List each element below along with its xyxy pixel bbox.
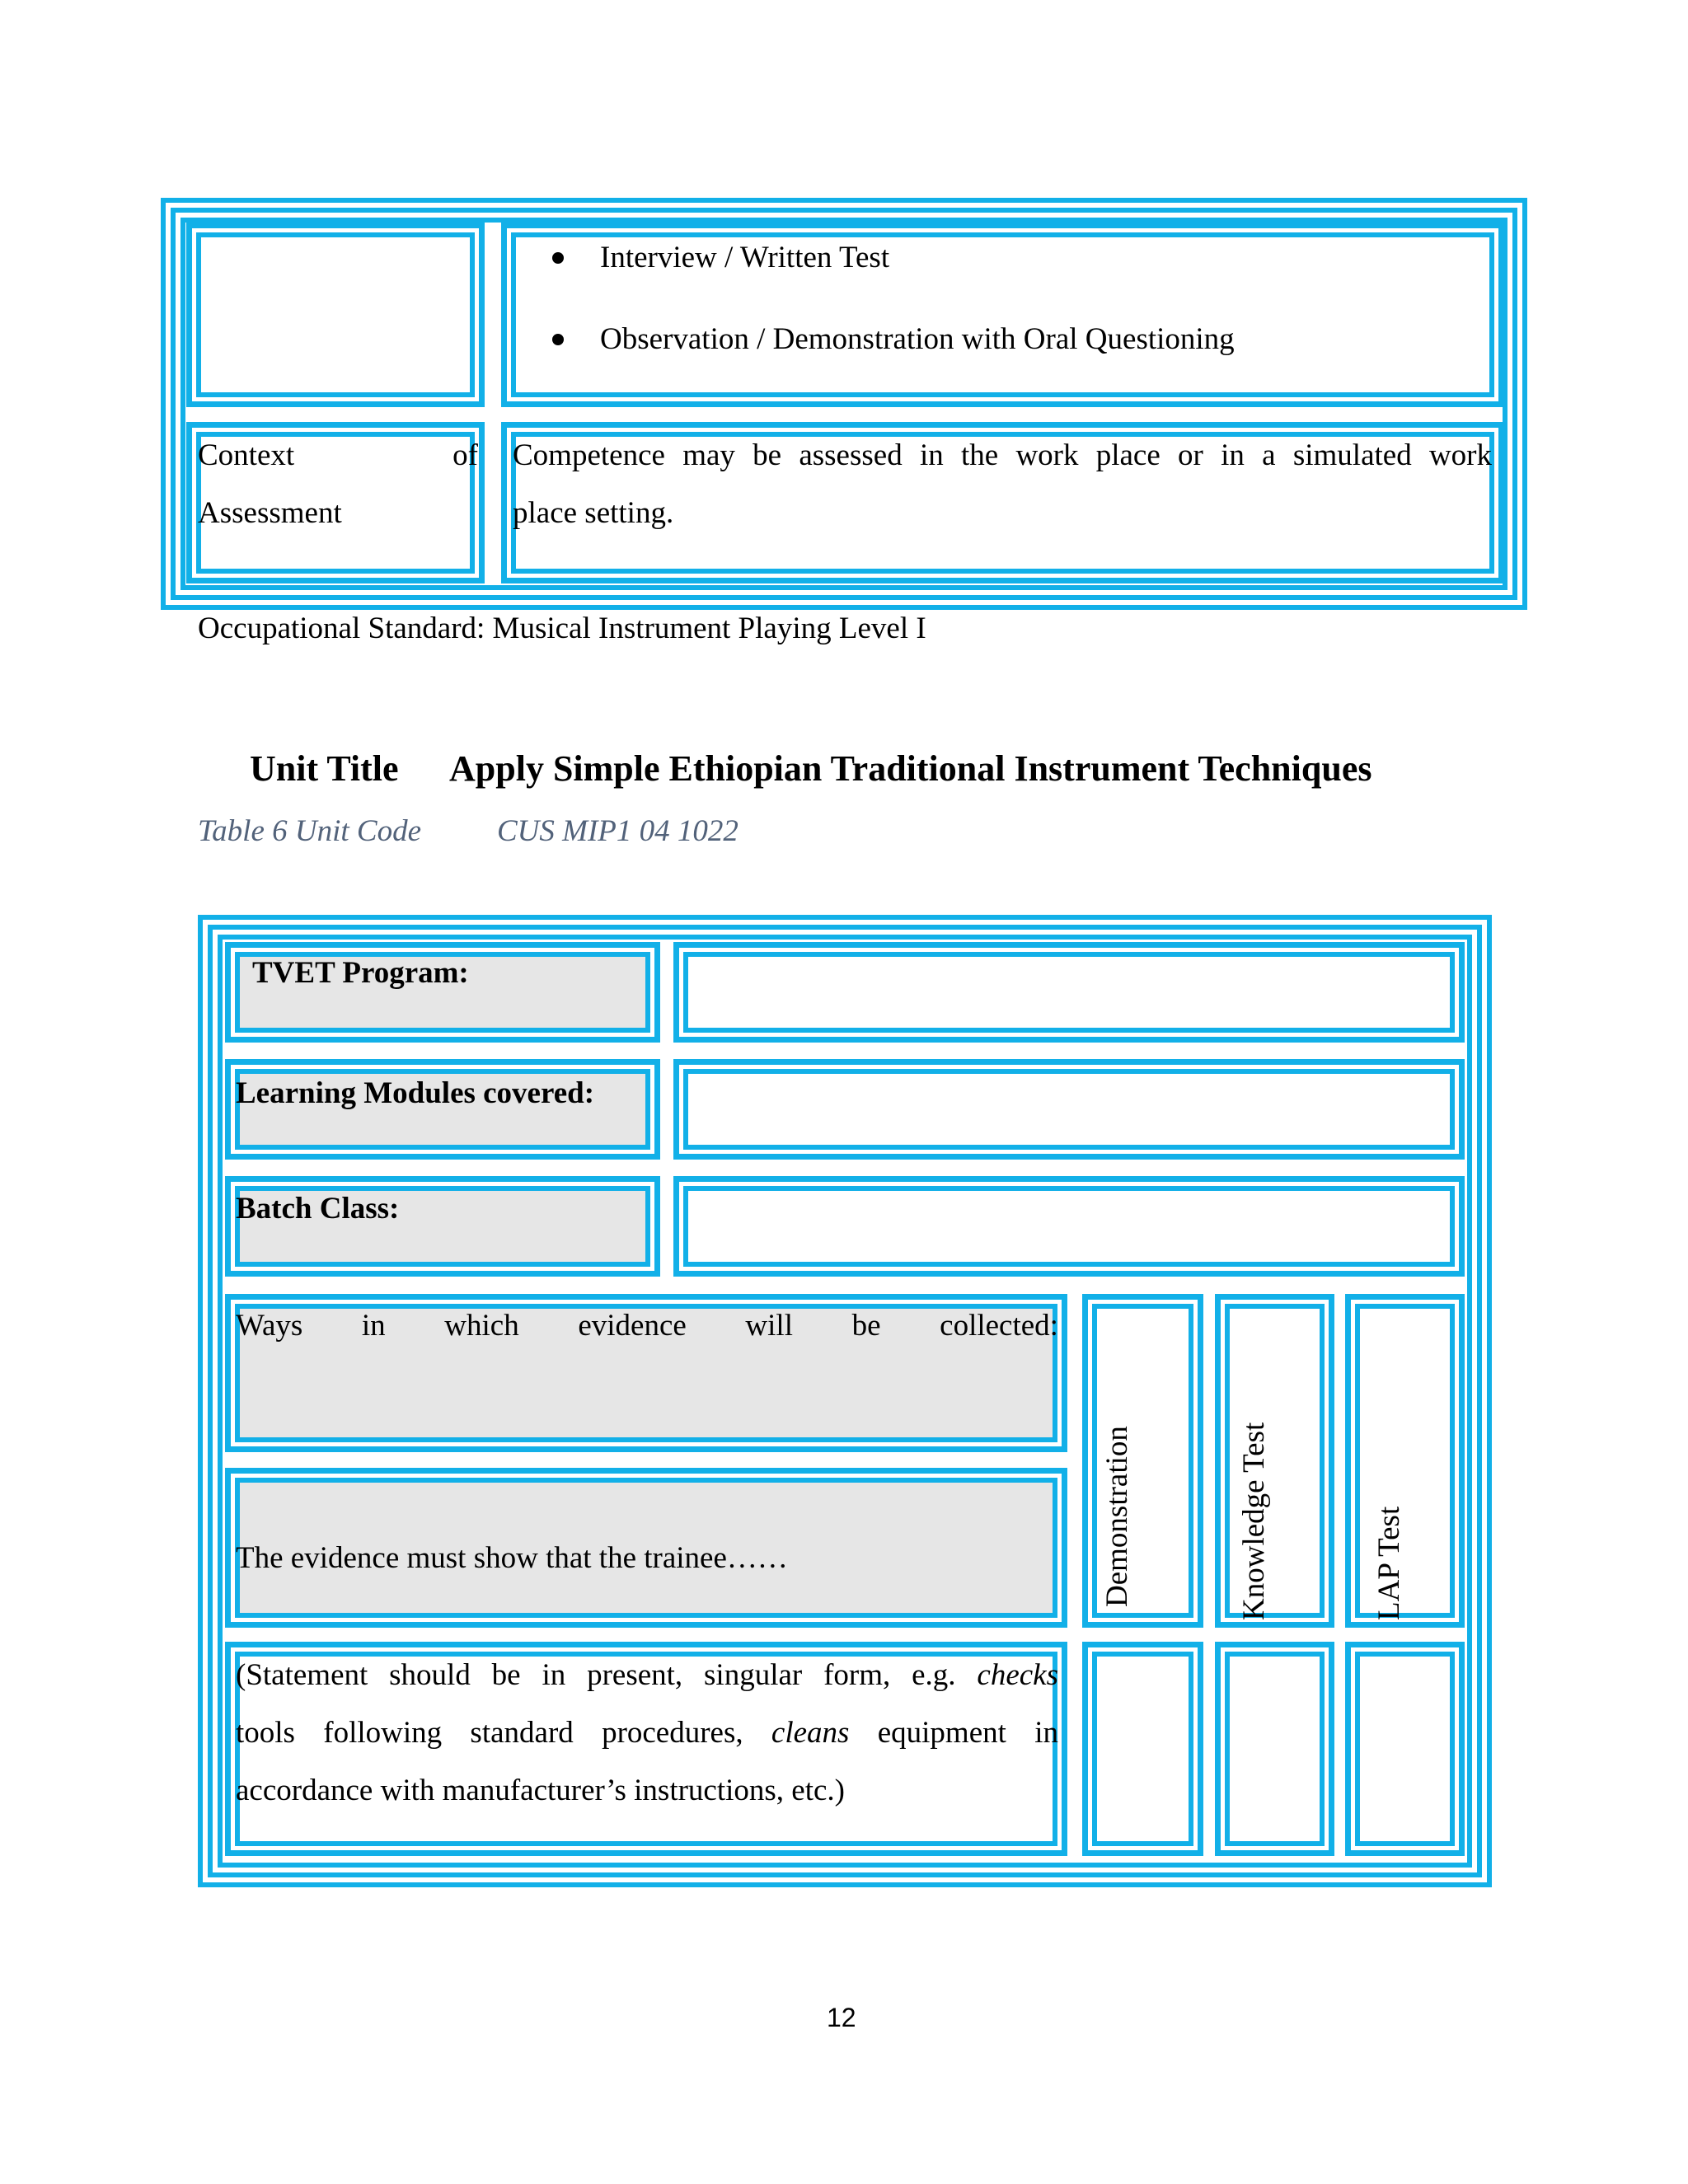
- assessment-method-2: Observation / Demonstration with Oral Questioning: [600, 322, 1235, 356]
- batch-label: Batch Class:: [236, 1192, 400, 1226]
- statement-line1: (Statement should be in present, singular form, e.g. checks: [236, 1658, 1058, 1692]
- unit-title-value: Apply Simple Ethiopian Traditional Instrument Techniques: [449, 748, 1372, 789]
- knowledge-value-cell: [1215, 1642, 1334, 1856]
- statement-line2: tools following standard procedures, cleans equipment in: [236, 1716, 1058, 1750]
- lap-value-cell: [1345, 1642, 1465, 1856]
- col-header-lap: LAP Test: [1372, 1506, 1406, 1620]
- ways-text: Ways in which evidence will be collected:: [236, 1309, 1058, 1343]
- bullet-icon: [552, 334, 564, 345]
- modules-value-cell: [673, 1059, 1465, 1160]
- evidence-text: The evidence must show that the trainee……: [236, 1541, 788, 1575]
- assessment-method-1: Interview / Written Test: [600, 241, 890, 274]
- statement-line3: accordance with manufacturer’s instructions, etc.): [236, 1774, 846, 1807]
- batch-value-cell: [673, 1176, 1465, 1277]
- demonstration-value-cell: [1082, 1642, 1203, 1856]
- context-label-line1: Context of: [198, 438, 478, 472]
- occupational-standard: Occupational Standard: Musical Instrument Playing Level I: [198, 612, 926, 645]
- table-caption-label: Table 6 Unit Code: [198, 814, 422, 848]
- col-header-knowledge-cell: [1215, 1294, 1334, 1628]
- tvet-value-cell: [673, 942, 1465, 1043]
- context-value-line1: Competence may be assessed in the work place or in a simulated work: [513, 438, 1492, 472]
- col-header-demonstration: Demonstration: [1100, 1426, 1134, 1607]
- tvet-label: TVET Program:: [252, 956, 469, 990]
- context-label-line2: Assessment: [198, 496, 342, 530]
- page-number: 12: [827, 2003, 856, 2032]
- unit-code-value: CUS MIP1 04 1022: [497, 814, 738, 848]
- bullet-icon: [552, 252, 564, 264]
- unit-title-label: Unit Title: [250, 748, 399, 789]
- top-row1-label-cell: [186, 223, 485, 407]
- modules-label: Learning Modules covered:: [236, 1076, 595, 1110]
- col-header-knowledge: Knowledge Test: [1237, 1422, 1271, 1620]
- context-value-line2: place setting.: [513, 496, 674, 530]
